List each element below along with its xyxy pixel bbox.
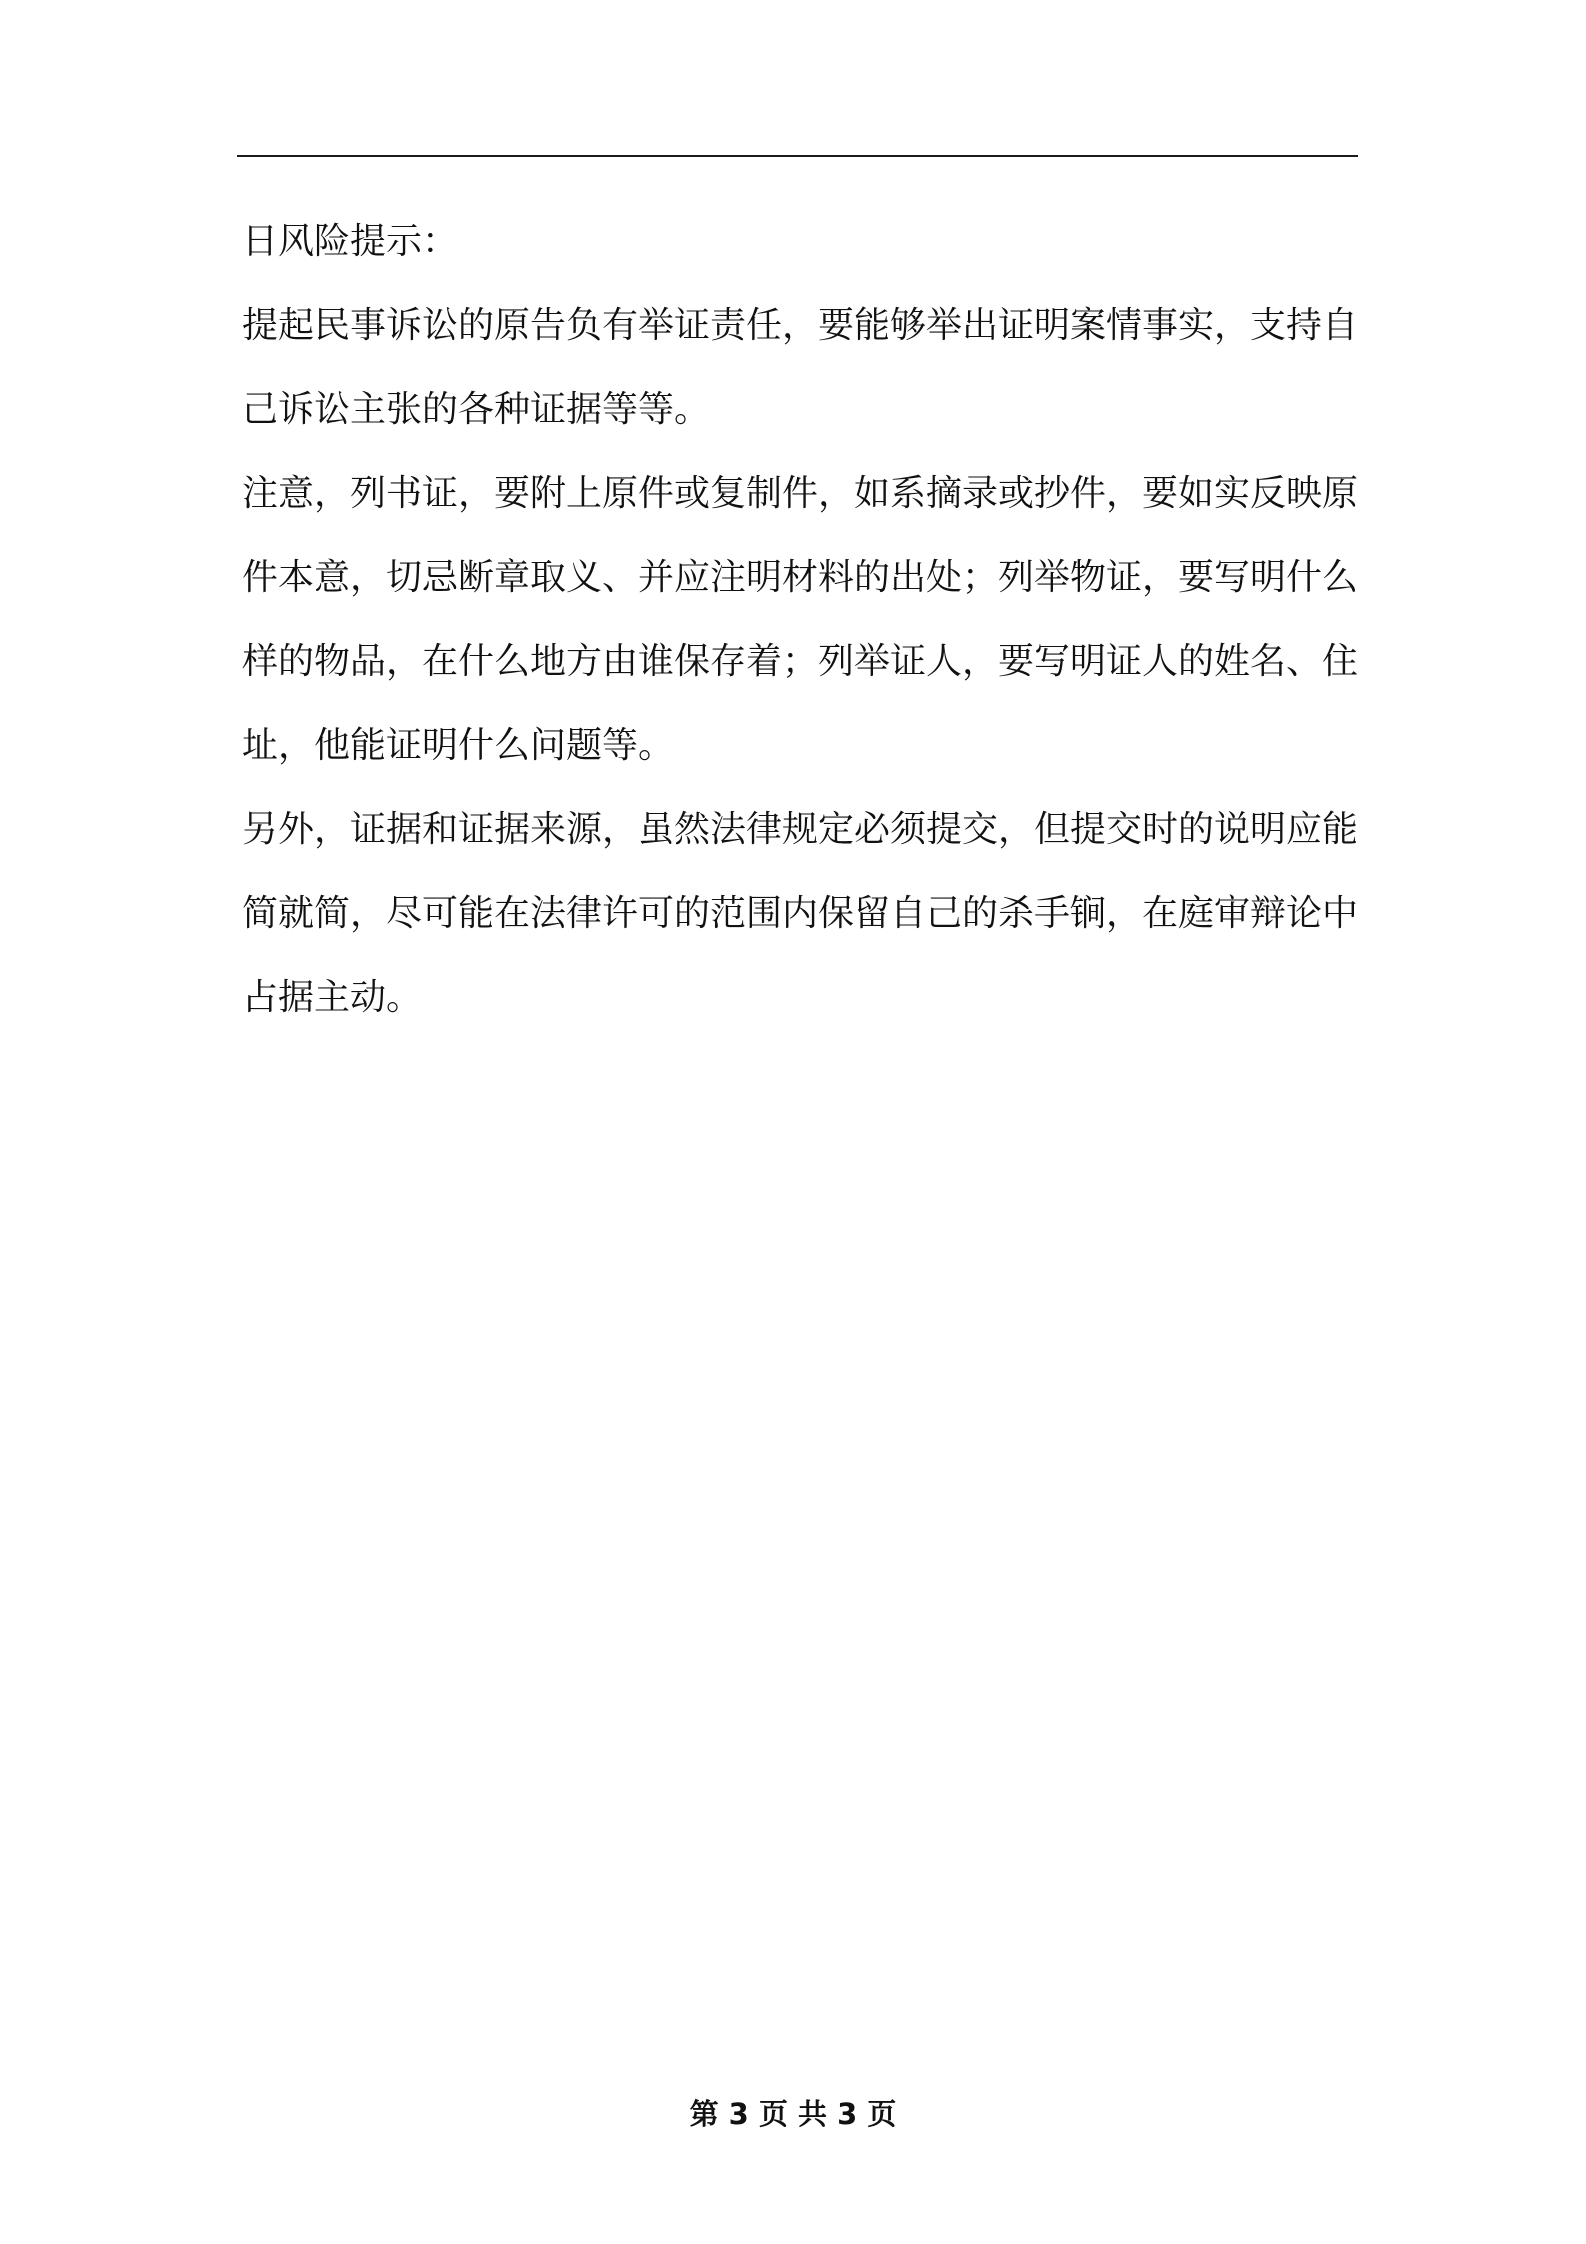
paragraph: 提起民事诉讼的原告负有举证责任，要能够举出证明案情事实，支持自己诉讼主张的各种证据等等。 xyxy=(242,305,1359,430)
document-body xyxy=(242,200,1358,1040)
section-heading: 日风险提示： xyxy=(242,221,459,262)
paragraph: 注意，列书证，要附上原件或复制件，如系摘录或抄件，要如实反映原件本意，切忌断章取义、并应注明材料的出处；列举物证，要写明什么样的物品，在什么地方由谁保存着；列举证人，要写明证人的姓名、住址，他能证明什么问题等。 xyxy=(242,473,1359,766)
page-number: 第 3 页 共 3 页 xyxy=(689,2097,897,2131)
header-divider xyxy=(237,155,1358,157)
page-footer xyxy=(0,2094,1586,2134)
paragraph: 另外，证据和证据来源，虽然法律规定必须提交，但提交时的说明应能简就简，尽可能在法律许可的范围内保留自己的杀手锏，在庭审辩论中占据主动。 xyxy=(242,809,1359,1018)
